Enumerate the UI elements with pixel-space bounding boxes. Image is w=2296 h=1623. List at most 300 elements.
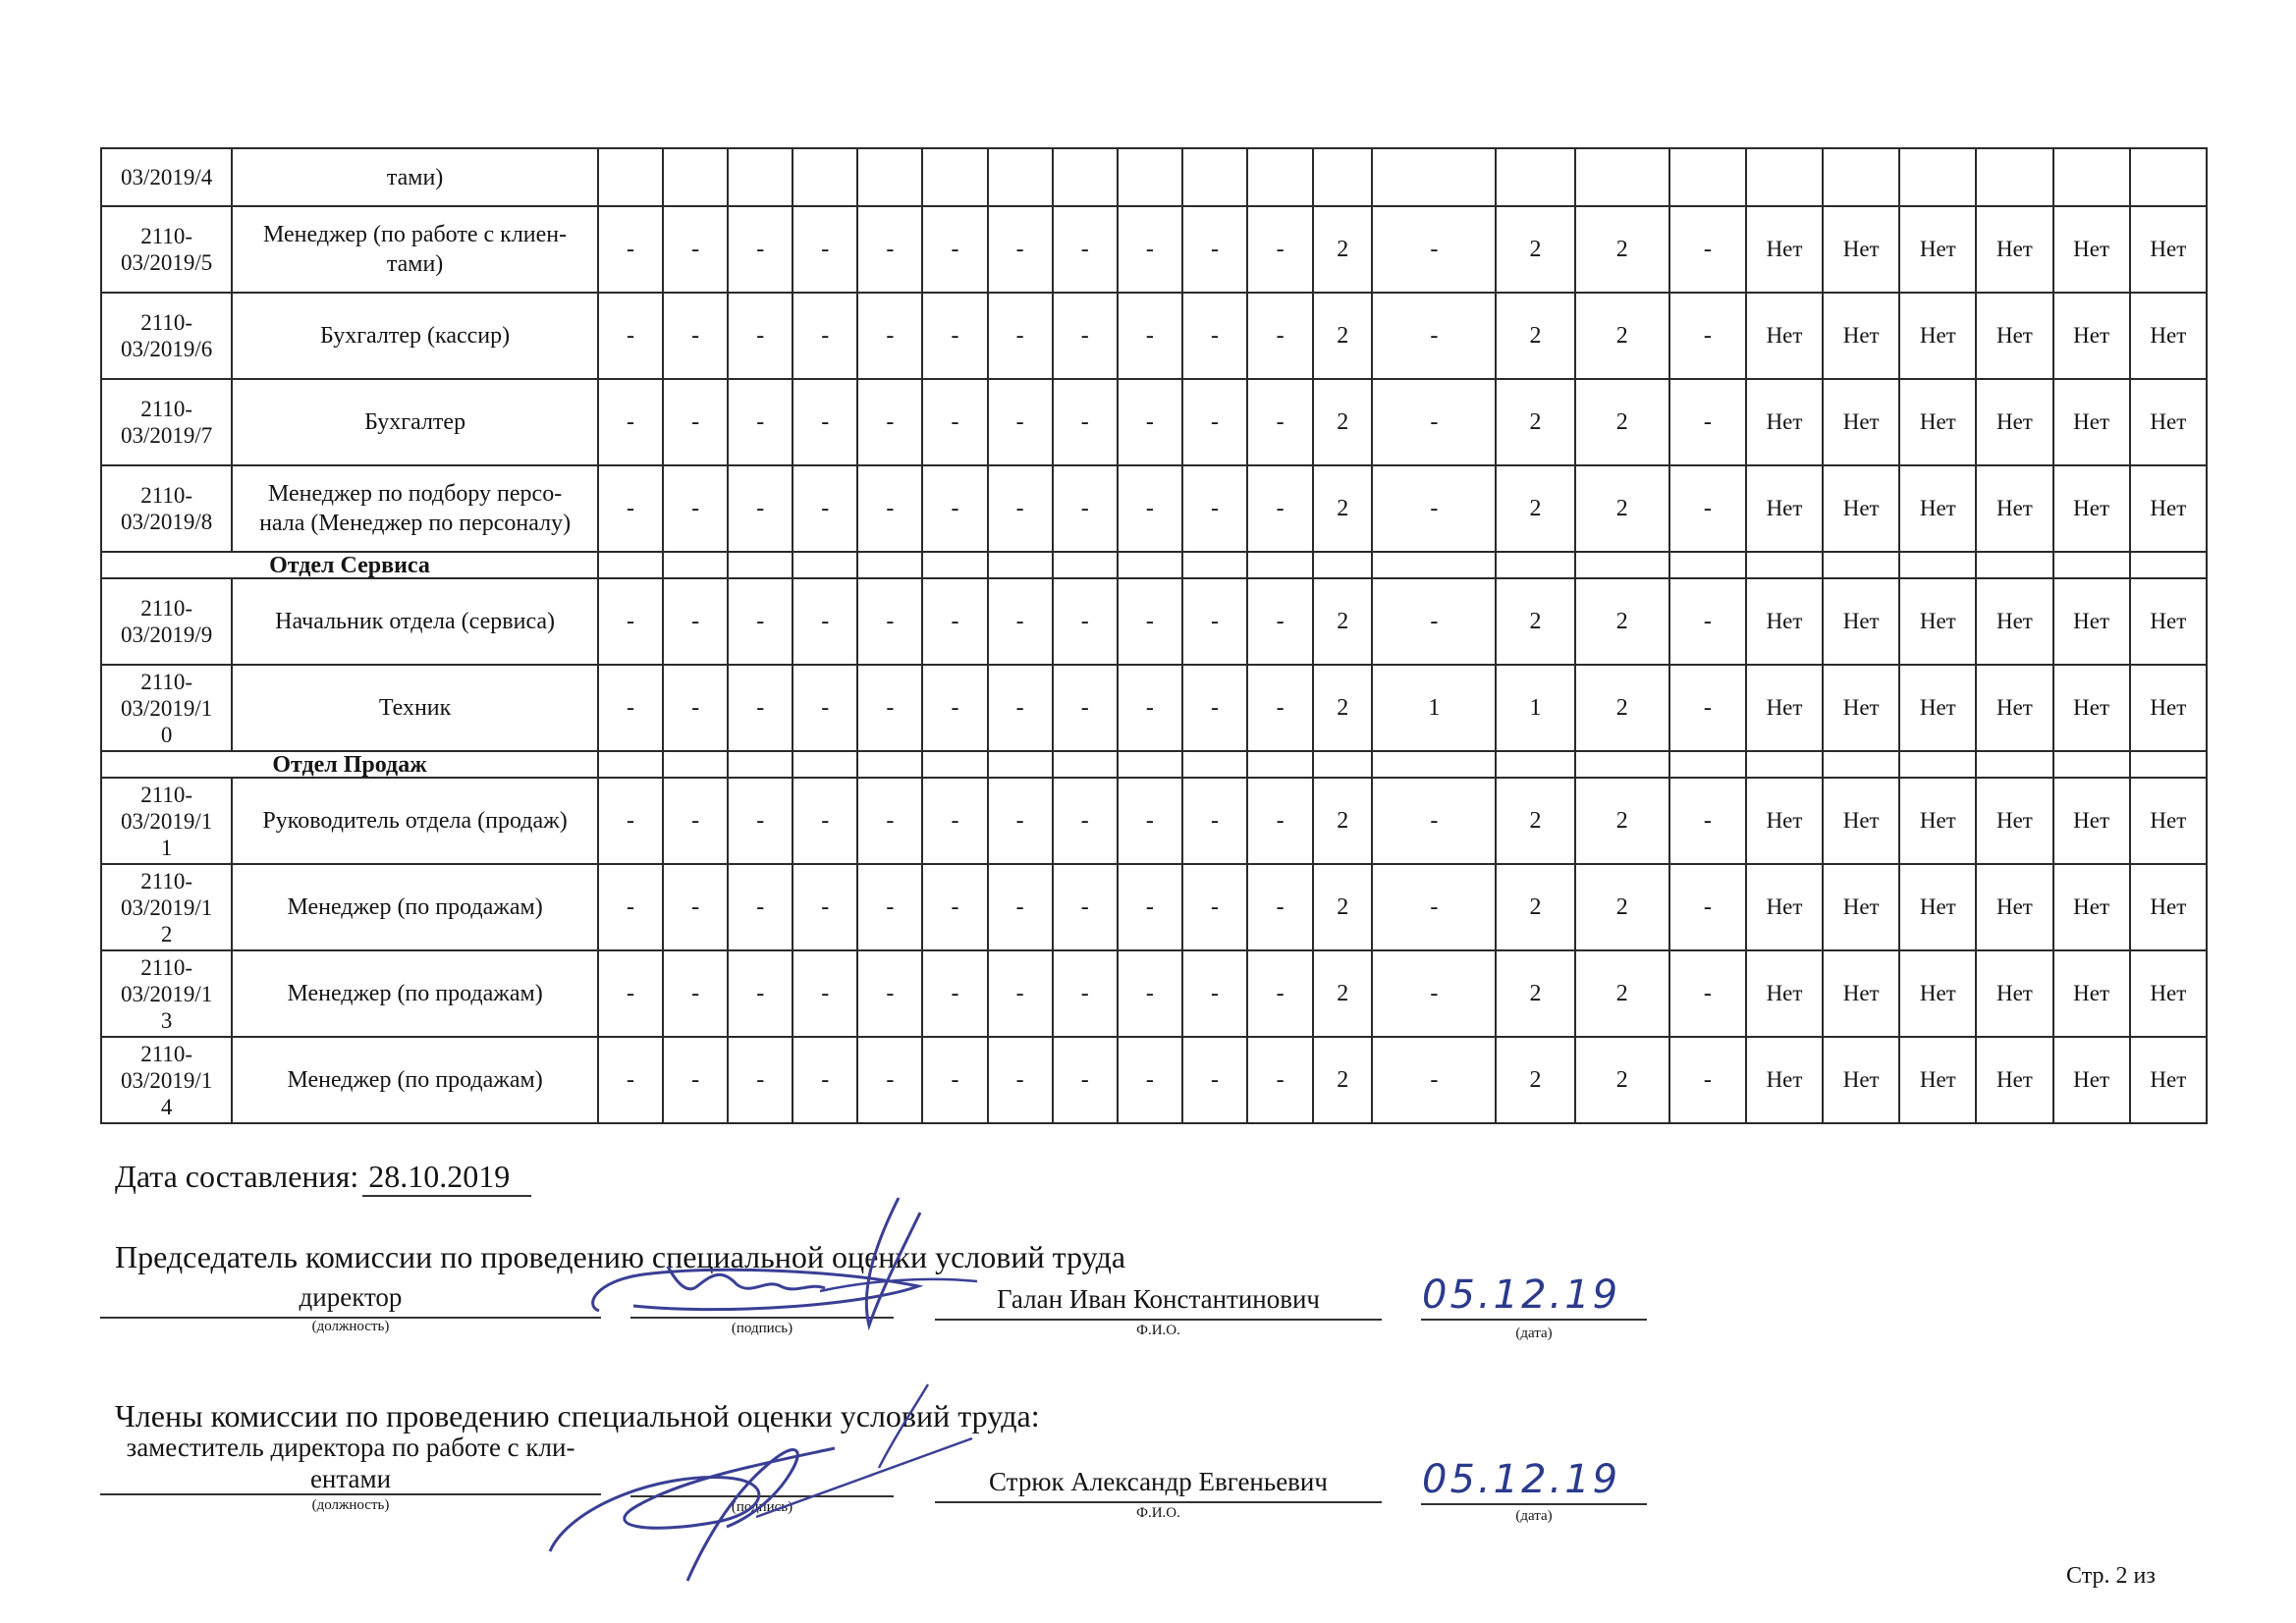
- empty-cell: [1669, 552, 1746, 578]
- value-cell: [1372, 148, 1496, 206]
- value-cell: Нет: [1746, 665, 1823, 751]
- value-cell: -: [988, 465, 1053, 552]
- chairman-name-caption: Ф.И.О.: [1136, 1323, 1180, 1338]
- value-cell: -: [663, 206, 728, 293]
- value-cell: -: [922, 864, 987, 950]
- value-cell: Нет: [1976, 778, 2052, 864]
- value-cell: Нет: [1823, 950, 1899, 1037]
- position-name: Бухгалтер: [232, 379, 598, 465]
- value-cell: -: [1247, 465, 1313, 552]
- member-position-line: [100, 1493, 601, 1495]
- empty-cell: [1313, 751, 1372, 778]
- value-cell: Нет: [1746, 950, 1823, 1037]
- value-cell: -: [1182, 206, 1247, 293]
- value-cell: 2: [1575, 864, 1669, 950]
- value-cell: Нет: [2053, 206, 2130, 293]
- value-cell: 2: [1313, 1037, 1372, 1123]
- empty-cell: [2130, 552, 2207, 578]
- empty-cell: [1669, 751, 1746, 778]
- value-cell: -: [598, 206, 663, 293]
- member-date-line: [1421, 1503, 1647, 1505]
- value-cell: -: [1669, 379, 1746, 465]
- department-row: [101, 751, 2207, 778]
- empty-cell: [728, 552, 793, 578]
- value-cell: 2: [1575, 379, 1669, 465]
- value-cell: -: [1118, 778, 1182, 864]
- value-cell: -: [598, 665, 663, 751]
- value-cell: Нет: [1899, 665, 1976, 751]
- value-cell: -: [988, 206, 1053, 293]
- value-cell: Нет: [1746, 1037, 1823, 1123]
- empty-cell: [1899, 552, 1976, 578]
- compilation-date-label: Дата составления:: [115, 1159, 359, 1194]
- value-cell: Нет: [2130, 206, 2207, 293]
- empty-cell: [988, 552, 1053, 578]
- value-cell: Нет: [1746, 864, 1823, 950]
- value-cell: -: [1372, 1037, 1496, 1123]
- value-cell: Нет: [2130, 379, 2207, 465]
- value-cell: Нет: [1899, 293, 1976, 379]
- value-cell: Нет: [1899, 206, 1976, 293]
- value-cell: -: [857, 206, 922, 293]
- value-cell: 1: [1372, 665, 1496, 751]
- value-cell: Нет: [2130, 293, 2207, 379]
- empty-cell: [598, 751, 663, 778]
- empty-cell: [857, 751, 922, 778]
- value-cell: -: [1053, 1037, 1118, 1123]
- value-cell: -: [1372, 379, 1496, 465]
- table-row: [101, 778, 2207, 864]
- value-cell: -: [663, 950, 728, 1037]
- value-cell: 2: [1575, 578, 1669, 665]
- position-name: Менеджер (по продажам): [232, 864, 598, 950]
- workplace-code: 2110- 03/2019/1 4: [101, 1037, 232, 1123]
- value-cell: -: [857, 578, 922, 665]
- value-cell: Нет: [1976, 665, 2052, 751]
- table-row: [101, 148, 2207, 206]
- chairman-signed-date: 05.12.19: [1422, 1272, 1621, 1318]
- empty-cell: [1118, 552, 1182, 578]
- value-cell: -: [663, 1037, 728, 1123]
- value-cell: -: [1053, 950, 1118, 1037]
- empty-cell: [988, 751, 1053, 778]
- value-cell: [1053, 148, 1118, 206]
- value-cell: Нет: [1976, 1037, 2052, 1123]
- member-position: заместитель директора по работе с кли- ентами: [126, 1433, 575, 1493]
- value-cell: Нет: [1899, 578, 1976, 665]
- value-cell: [922, 148, 987, 206]
- value-cell: -: [988, 1037, 1053, 1123]
- value-cell: -: [663, 665, 728, 751]
- value-cell: Нет: [2053, 864, 2130, 950]
- compilation-date-value: 28.10.2019: [362, 1159, 531, 1197]
- empty-cell: [1496, 751, 1574, 778]
- value-cell: Нет: [1899, 379, 1976, 465]
- value-cell: 2: [1575, 950, 1669, 1037]
- empty-cell: [1313, 552, 1372, 578]
- value-cell: -: [598, 1037, 663, 1123]
- value-cell: -: [1182, 578, 1247, 665]
- position-name: Менеджер по подбору персо- нала (Менеджер по персоналу): [232, 465, 598, 552]
- value-cell: -: [728, 293, 793, 379]
- value-cell: Нет: [2053, 379, 2130, 465]
- value-cell: -: [1669, 293, 1746, 379]
- value-cell: Нет: [1746, 293, 1823, 379]
- member-date-caption: (дата): [1515, 1508, 1553, 1524]
- table-row: [101, 379, 2207, 465]
- value-cell: -: [1182, 465, 1247, 552]
- value-cell: -: [1247, 379, 1313, 465]
- value-cell: -: [1118, 578, 1182, 665]
- value-cell: [1746, 148, 1823, 206]
- department-title: Отдел Сервиса: [101, 552, 598, 578]
- value-cell: -: [1669, 1037, 1746, 1123]
- value-cell: -: [728, 778, 793, 864]
- value-cell: 2: [1313, 206, 1372, 293]
- empty-cell: [1746, 552, 1823, 578]
- table-row: [101, 206, 2207, 293]
- value-cell: 2: [1496, 578, 1574, 665]
- value-cell: -: [1247, 578, 1313, 665]
- value-cell: Нет: [1976, 950, 2052, 1037]
- value-cell: -: [922, 578, 987, 665]
- table-row: [101, 1037, 2207, 1123]
- position-name: Техник: [232, 665, 598, 751]
- chairman-signature-caption: (подпись): [731, 1321, 793, 1336]
- value-cell: -: [1118, 465, 1182, 552]
- value-cell: -: [988, 293, 1053, 379]
- value-cell: -: [1247, 206, 1313, 293]
- value-cell: -: [1247, 1037, 1313, 1123]
- value-cell: -: [1182, 1037, 1247, 1123]
- workplace-code: 2110- 03/2019/1 1: [101, 778, 232, 864]
- value-cell: 2: [1575, 465, 1669, 552]
- value-cell: -: [1182, 665, 1247, 751]
- value-cell: -: [728, 665, 793, 751]
- value-cell: 2: [1313, 950, 1372, 1037]
- workplace-code: 2110- 03/2019/6: [101, 293, 232, 379]
- value-cell: Нет: [2130, 864, 2207, 950]
- assessment-table: [100, 147, 2208, 1124]
- value-cell: -: [793, 379, 857, 465]
- value-cell: [1118, 148, 1182, 206]
- value-cell: -: [1669, 778, 1746, 864]
- empty-cell: [728, 751, 793, 778]
- empty-cell: [663, 751, 728, 778]
- value-cell: -: [1669, 950, 1746, 1037]
- value-cell: -: [598, 864, 663, 950]
- value-cell: [1247, 148, 1313, 206]
- value-cell: [728, 148, 793, 206]
- value-cell: -: [728, 206, 793, 293]
- value-cell: Нет: [1823, 578, 1899, 665]
- value-cell: Нет: [1746, 578, 1823, 665]
- value-cell: -: [857, 778, 922, 864]
- value-cell: -: [857, 864, 922, 950]
- member-signature: [540, 1380, 992, 1586]
- value-cell: Нет: [1823, 778, 1899, 864]
- value-cell: Нет: [1976, 206, 2052, 293]
- value-cell: -: [793, 465, 857, 552]
- value-cell: Нет: [2130, 1037, 2207, 1123]
- chairman-position-caption: (должность): [311, 1319, 390, 1334]
- value-cell: Нет: [1823, 206, 1899, 293]
- value-cell: Нет: [1899, 778, 1976, 864]
- value-cell: [598, 148, 663, 206]
- table-row: [101, 950, 2207, 1037]
- empty-cell: [1247, 751, 1313, 778]
- value-cell: Нет: [1823, 665, 1899, 751]
- member-name-line: [935, 1501, 1382, 1503]
- value-cell: -: [1372, 950, 1496, 1037]
- empty-cell: [1053, 751, 1118, 778]
- value-cell: 2: [1496, 1037, 1574, 1123]
- value-cell: 2: [1313, 778, 1372, 864]
- empty-cell: [1899, 751, 1976, 778]
- value-cell: [1976, 148, 2052, 206]
- value-cell: -: [922, 950, 987, 1037]
- value-cell: Нет: [2053, 778, 2130, 864]
- value-cell: -: [1372, 778, 1496, 864]
- value-cell: 2: [1575, 1037, 1669, 1123]
- table-row: [101, 864, 2207, 950]
- empty-cell: [1247, 552, 1313, 578]
- value-cell: -: [1669, 864, 1746, 950]
- value-cell: Нет: [1746, 206, 1823, 293]
- value-cell: -: [857, 950, 922, 1037]
- value-cell: -: [598, 465, 663, 552]
- value-cell: Нет: [1823, 864, 1899, 950]
- value-cell: -: [1053, 864, 1118, 950]
- value-cell: -: [1372, 293, 1496, 379]
- chairman-name: Галан Иван Константинович: [996, 1284, 1321, 1314]
- member-position-caption: (должность): [311, 1497, 390, 1513]
- value-cell: 2: [1313, 864, 1372, 950]
- value-cell: Нет: [2130, 465, 2207, 552]
- value-cell: Нет: [2053, 950, 2130, 1037]
- value-cell: -: [598, 778, 663, 864]
- value-cell: [663, 148, 728, 206]
- value-cell: -: [1182, 778, 1247, 864]
- value-cell: -: [988, 665, 1053, 751]
- value-cell: 2: [1496, 778, 1574, 864]
- value-cell: -: [793, 778, 857, 864]
- value-cell: Нет: [1976, 578, 2052, 665]
- value-cell: Нет: [1899, 864, 1976, 950]
- value-cell: Нет: [2053, 665, 2130, 751]
- member-signed-date: 05.12.19: [1422, 1457, 1621, 1502]
- empty-cell: [1053, 552, 1118, 578]
- value-cell: -: [663, 864, 728, 950]
- value-cell: -: [1669, 665, 1746, 751]
- empty-cell: [1182, 552, 1247, 578]
- workplace-code: 2110- 03/2019/1 0: [101, 665, 232, 751]
- department-title: Отдел Продаж: [101, 751, 598, 778]
- value-cell: Нет: [1746, 778, 1823, 864]
- empty-cell: [922, 552, 987, 578]
- value-cell: -: [1053, 379, 1118, 465]
- empty-cell: [1496, 552, 1574, 578]
- department-row: [101, 552, 2207, 578]
- position-name: Бухгалтер (кассир): [232, 293, 598, 379]
- value-cell: Нет: [2130, 778, 2207, 864]
- workplace-code: 2110- 03/2019/8: [101, 465, 232, 552]
- table-row: [101, 465, 2207, 552]
- empty-cell: [1575, 552, 1669, 578]
- value-cell: -: [728, 1037, 793, 1123]
- value-cell: [857, 148, 922, 206]
- value-cell: -: [857, 1037, 922, 1123]
- value-cell: -: [728, 864, 793, 950]
- value-cell: -: [663, 465, 728, 552]
- workplace-code: 2110- 03/2019/9: [101, 578, 232, 665]
- value-cell: -: [663, 293, 728, 379]
- chairman-heading: Председатель комиссии по проведению специальной оценки условий труда: [115, 1239, 1126, 1274]
- value-cell: -: [857, 465, 922, 552]
- empty-cell: [2130, 751, 2207, 778]
- value-cell: [1575, 148, 1669, 206]
- value-cell: 2: [1496, 293, 1574, 379]
- value-cell: 2: [1313, 293, 1372, 379]
- value-cell: 1: [1496, 665, 1574, 751]
- value-cell: [1899, 148, 1976, 206]
- empty-cell: [1823, 751, 1899, 778]
- table-row: [101, 665, 2207, 751]
- value-cell: Нет: [1976, 293, 2052, 379]
- value-cell: [793, 148, 857, 206]
- value-cell: 2: [1313, 465, 1372, 552]
- value-cell: -: [1182, 950, 1247, 1037]
- value-cell: -: [988, 864, 1053, 950]
- value-cell: -: [598, 379, 663, 465]
- value-cell: -: [1372, 465, 1496, 552]
- value-cell: -: [1118, 206, 1182, 293]
- empty-cell: [1746, 751, 1823, 778]
- value-cell: -: [1247, 778, 1313, 864]
- value-cell: -: [1247, 864, 1313, 950]
- workplace-code: 2110- 03/2019/1 3: [101, 950, 232, 1037]
- value-cell: Нет: [1823, 293, 1899, 379]
- value-cell: 2: [1313, 379, 1372, 465]
- empty-cell: [1182, 751, 1247, 778]
- value-cell: -: [1182, 864, 1247, 950]
- value-cell: [1182, 148, 1247, 206]
- workplace-code: 2110- 03/2019/7: [101, 379, 232, 465]
- value-cell: Нет: [2130, 665, 2207, 751]
- value-cell: -: [857, 293, 922, 379]
- value-cell: -: [728, 950, 793, 1037]
- empty-cell: [793, 552, 857, 578]
- empty-cell: [1372, 552, 1496, 578]
- workplace-code: 2110- 03/2019/1 2: [101, 864, 232, 950]
- value-cell: -: [1118, 864, 1182, 950]
- value-cell: [2130, 148, 2207, 206]
- value-cell: Нет: [1746, 465, 1823, 552]
- value-cell: -: [922, 778, 987, 864]
- value-cell: 2: [1575, 665, 1669, 751]
- value-cell: Нет: [2053, 1037, 2130, 1123]
- value-cell: [988, 148, 1053, 206]
- members-heading: Члены комиссии по проведению специальной оценки условий труда:: [115, 1398, 1040, 1434]
- value-cell: -: [728, 379, 793, 465]
- value-cell: Нет: [1899, 465, 1976, 552]
- value-cell: -: [793, 864, 857, 950]
- value-cell: Нет: [1976, 864, 2052, 950]
- value-cell: -: [857, 379, 922, 465]
- value-cell: -: [1182, 293, 1247, 379]
- value-cell: -: [1118, 665, 1182, 751]
- chairman-name-line: [935, 1319, 1382, 1321]
- value-cell: 2: [1575, 778, 1669, 864]
- value-cell: -: [1247, 950, 1313, 1037]
- value-cell: Нет: [1823, 379, 1899, 465]
- value-cell: [1313, 148, 1372, 206]
- empty-cell: [1823, 552, 1899, 578]
- chairman-date-line: [1421, 1319, 1647, 1321]
- value-cell: [1823, 148, 1899, 206]
- value-cell: -: [1669, 465, 1746, 552]
- member-name: Стрюк Александр Евгеньевич: [989, 1467, 1328, 1496]
- empty-cell: [857, 552, 922, 578]
- value-cell: Нет: [1976, 465, 2052, 552]
- value-cell: -: [922, 465, 987, 552]
- position-name: Начальник отдела (сервиса): [232, 578, 598, 665]
- value-cell: -: [1372, 864, 1496, 950]
- chairman-position: директор: [299, 1282, 403, 1312]
- empty-cell: [922, 751, 987, 778]
- value-cell: 2: [1496, 379, 1574, 465]
- value-cell: [1496, 148, 1574, 206]
- value-cell: -: [1372, 206, 1496, 293]
- value-cell: Нет: [1823, 1037, 1899, 1123]
- empty-cell: [2053, 552, 2130, 578]
- table-row: [101, 578, 2207, 665]
- compilation-date: [115, 1159, 531, 1197]
- empty-cell: [2053, 751, 2130, 778]
- value-cell: [1669, 148, 1746, 206]
- value-cell: -: [988, 778, 1053, 864]
- empty-cell: [1976, 552, 2052, 578]
- value-cell: Нет: [2053, 293, 2130, 379]
- table-row: [101, 293, 2207, 379]
- value-cell: -: [793, 1037, 857, 1123]
- empty-cell: [663, 552, 728, 578]
- value-cell: [2053, 148, 2130, 206]
- member-name-caption: Ф.И.О.: [1136, 1505, 1180, 1521]
- value-cell: -: [728, 465, 793, 552]
- value-cell: Нет: [1746, 379, 1823, 465]
- empty-cell: [1118, 751, 1182, 778]
- empty-cell: [1976, 751, 2052, 778]
- value-cell: -: [1118, 950, 1182, 1037]
- value-cell: Нет: [2130, 578, 2207, 665]
- value-cell: Нет: [1976, 379, 2052, 465]
- position-name: Менеджер (по продажам): [232, 1037, 598, 1123]
- value-cell: -: [922, 665, 987, 751]
- empty-cell: [1575, 751, 1669, 778]
- value-cell: -: [988, 379, 1053, 465]
- chairman-date-caption: (дата): [1515, 1325, 1553, 1341]
- value-cell: -: [1669, 578, 1746, 665]
- value-cell: -: [598, 293, 663, 379]
- empty-cell: [598, 552, 663, 578]
- value-cell: -: [1669, 206, 1746, 293]
- value-cell: -: [1053, 293, 1118, 379]
- value-cell: -: [988, 950, 1053, 1037]
- value-cell: 2: [1496, 864, 1574, 950]
- value-cell: -: [793, 665, 857, 751]
- value-cell: -: [922, 293, 987, 379]
